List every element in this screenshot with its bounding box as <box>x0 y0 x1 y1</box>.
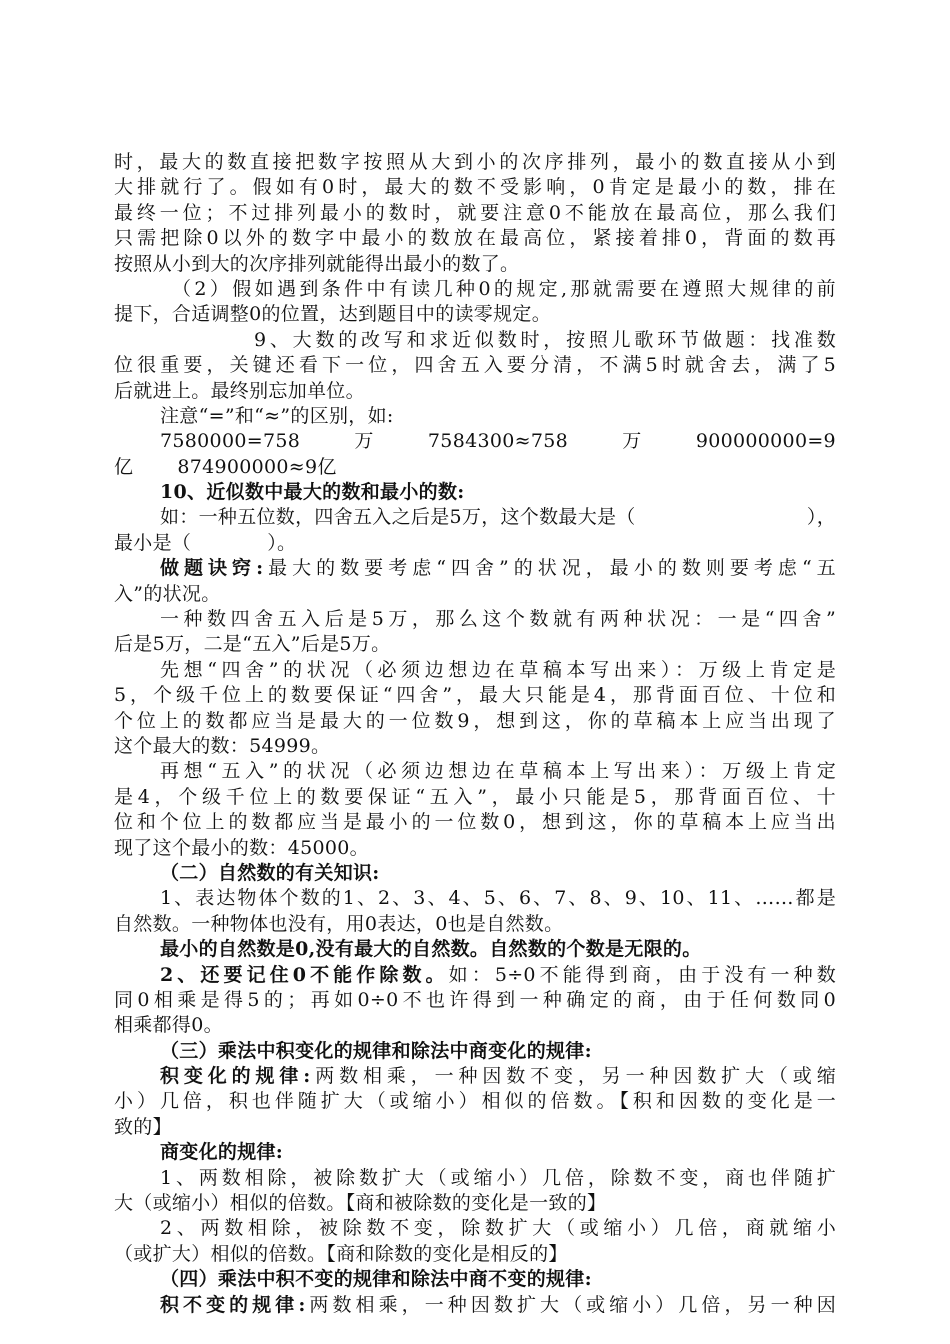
text-line: 再想“五入”的状况（必须边想边在草稿本上写出来）：万级上肯定 <box>160 760 836 783</box>
text-line: 大排就行了。假如有0时，最大的数不受影响，0肯定是最小的数，排在 <box>114 176 836 199</box>
section-heading: （二）自然数的有关知识: <box>160 861 380 884</box>
text-line <box>114 1064 836 1089</box>
answer-blank-close: ）， <box>806 506 836 529</box>
bold-lead: 2、还要记住0不能作除数。 <box>160 963 449 986</box>
text-line: 相乘都得0。 <box>114 1014 223 1037</box>
text-line: 1、表达物体个数的1、2、3、4、5、6、7、8、9、10、11、……都是 <box>160 887 836 910</box>
text-line: 2、两数相除，被除数不变，除数扩大（或缩小）几倍，商就缩小 <box>160 1217 836 1240</box>
text-line: 按照从小到大的次序排列就能得出最小的数了。 <box>114 252 520 275</box>
text-line: 位很重要，关键还看下一位，四舍五入要分清，不满5时就舍去，满了5 <box>114 354 836 377</box>
section-heading: 10、近似数中最大的数和最小的数: <box>160 481 465 504</box>
example-2: 7584300≈758 <box>427 430 569 453</box>
text-line: 个位上的数都应当是最大的一位数9，想到这，你的草稿本上应当出现了 <box>114 709 836 732</box>
section-heading: （三）乘法中积变化的规律和除法中商变化的规律: <box>160 1039 592 1062</box>
question-line <box>114 505 836 530</box>
example-3: 900000000=9 <box>695 430 836 453</box>
tip-text: 最大的数要考虑“四舍”的状况，最小的数则要考虑“五 <box>263 557 836 580</box>
text-line: 位和个位上的数都应当是最小的一位数0，想到这，你的草稿本上应当出 <box>114 811 836 834</box>
section-heading: （四）乘法中积不变的规律和除法中商不变的规律: <box>160 1268 592 1291</box>
text-line: 一种数四舍五入后是5万，那么这个数就有两种状况：一是“四舍” <box>160 608 836 631</box>
text-line: 最终一位；不过排列最小的数时，就要注意0不能放在最高位，那么我们 <box>114 201 836 224</box>
example-3-unit: 亿 <box>114 455 134 478</box>
example-1: 7580000=758 <box>160 430 301 453</box>
text-line: （或扩大）相似的倍数。【商和除数的变化是相反的】 <box>114 1242 568 1265</box>
text-line: 后就进上。最终别忘加单位。 <box>114 379 365 402</box>
rule-label: 商变化的规律: <box>160 1141 284 1164</box>
text-line: 同0相乘是得5的；再如0÷0不也许得到一种确定的商，由于任何数同0 <box>114 988 836 1011</box>
example-2-unit: 万 <box>622 430 642 453</box>
text-line: 时，最大的数直接把数字按照从大到小的次序排列，最小的数直接从小到 <box>114 151 836 173</box>
rule-label: 积变化的规律: <box>160 1065 311 1088</box>
question-text: 如：一种五位数，四舍五入之后是5万，这个数最大是（ <box>160 506 636 529</box>
example-line <box>114 455 836 480</box>
section-9-line: 9、大数的改写和求近似数时，按照儿歌环节做题：找准数 <box>254 328 836 351</box>
text-line: 自然数。一种物体也没有，用0表达，0也是自然数。 <box>114 912 564 935</box>
text-line <box>114 1293 836 1318</box>
rule-text: 两数相乘，一种因数不变，另一种因数扩大（或缩 <box>310 1065 836 1088</box>
example-line <box>114 429 836 454</box>
document-body <box>114 150 836 1318</box>
rule-text: 两数相乘，一种因数扩大（或缩小）几倍，另一种因 <box>305 1293 836 1316</box>
rule-label: 积不变的规律: <box>160 1293 306 1316</box>
question-text: 最小是（ <box>114 531 192 554</box>
tip-line <box>114 556 836 581</box>
text-line: 注意“=”和“≈”的区别，如: <box>160 404 394 427</box>
tip-label: 做题诀窍: <box>160 557 264 580</box>
text-line: 这个最大的数：54999。 <box>114 734 331 757</box>
text-line: 是4，个级千位上的数要保证“五入”，最小只能是5，那背面百位、十 <box>114 785 836 808</box>
text-line: 先想“四舍”的状况（必须边想边在草稿本写出来）：万级上肯定是 <box>160 658 836 681</box>
text-line: 大（或缩小）相似的倍数。【商和被除数的变化是一致的】 <box>114 1192 607 1215</box>
text-line: 5，个级千位上的数要保证“四舍”，最大只能是4，那背面百位、十位和 <box>114 684 836 707</box>
text-line: 入”的状况。 <box>114 582 221 605</box>
text-line: 1、两数相除，被除数扩大（或缩小）几倍，除数不变，商也伴随扩 <box>160 1166 836 1189</box>
text-line: 提下，合适调整0的位置，达到题目中的读零规定。 <box>114 303 551 326</box>
text-span: 如：5÷0不能得到商，由于没有一种数 <box>448 963 836 986</box>
text-line: （2）假如遇到条件中有读几种0的规定,那就需要在遵照大规律的前 <box>172 277 836 300</box>
text-line: 现了这个最小的数：45000。 <box>114 836 369 859</box>
text-line: 致的】 <box>114 1115 172 1138</box>
example-1-unit: 万 <box>354 430 374 453</box>
question-line <box>114 531 836 556</box>
text-line: 只需把除0以外的数字中最小的数放在最高位，紧接着排0，背面的数再 <box>114 227 836 250</box>
answer-blank-close: ）。 <box>267 531 297 554</box>
bold-statement: 最小的自然数是0,没有最大的自然数。自然数的个数是无限的。 <box>160 938 702 961</box>
text-line: 后是5万，二是“五入”后是5万。 <box>114 633 391 656</box>
text-line: 小）几倍，积也伴随扩大（或缩小）相似的倍数。【积和因数的变化是一 <box>114 1090 836 1113</box>
example-4: 874900000≈9亿 <box>177 455 337 478</box>
text-line <box>114 963 836 988</box>
